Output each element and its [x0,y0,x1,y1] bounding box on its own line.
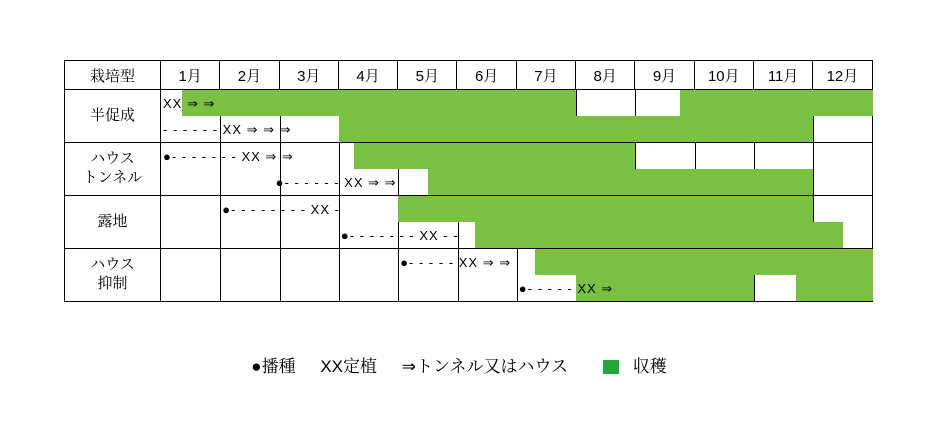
header-cell-month-5: 5月 [398,61,457,90]
month-gridline [280,249,281,301]
header-cell-month-9: 9月 [635,61,694,90]
row-label-roji: 露地 [65,196,161,249]
harvest-swatch-icon [603,360,619,374]
legend-tunnel: ⇒トンネル又はハウス [401,357,568,376]
schedule-symbols: ●- - - - - - - - XX - [222,202,340,217]
harvest-bar [354,143,636,169]
header-cell-month-10: 10月 [694,61,753,90]
row-label-line1: ハウス [90,256,135,274]
header-cell-month-4: 4月 [338,61,397,90]
harvest-bar [796,275,873,301]
schedule-symbols: ●- - - - - - - XX - - [340,228,459,243]
legend-harvest: 収穫 [632,357,667,376]
header-cell-month-1: 1月 [161,61,220,90]
row-strip-roji [161,196,873,249]
schedule-symbols: ●- - - - - - - XX ⇒ ⇒ [163,149,294,164]
row-label-line2: トンネル [82,169,143,186]
harvest-bar [398,196,813,222]
schedule-symbols: ●- - - - - XX ⇒ [518,281,614,296]
month-gridline [517,249,518,301]
schedule-table [64,60,873,302]
table-row [65,196,873,249]
table-row [65,90,873,143]
header-cell-month-2: 2月 [220,61,279,90]
schedule-symbols: ●- - - - - - XX ⇒ ⇒ [275,175,397,190]
table-header-row [65,61,873,90]
header-cell-month-3: 3月 [279,61,338,90]
header-cell-month-12: 12月 [813,61,872,90]
schedule-symbols: - - - - - - XX ⇒ ⇒ ⇒ [163,122,292,137]
harvest-bar [535,249,873,275]
legend [0,352,928,377]
month-gridline [220,196,221,248]
harvest-bar [182,90,576,116]
legend-plant: XX定植 [320,357,377,376]
schedule-symbols: XX ⇒ ⇒ [163,96,216,111]
row-strip-hansokusei [161,90,873,143]
header-cell-month-8: 8月 [576,61,635,90]
row-label-line1: ハウス [90,150,135,168]
month-gridline [398,249,399,301]
table-row [65,143,873,196]
row-strip-house-tunnel [161,143,873,196]
header-cell-month-7: 7月 [516,61,575,90]
schedule-symbols: ●- - - - - XX ⇒ ⇒ [400,255,512,270]
harvest-bar [680,90,873,116]
crop-calendar-table [64,60,872,302]
month-gridline [813,143,814,195]
header-cell-type: 栽培型 [65,61,161,90]
month-gridline [220,249,221,301]
table-row [65,249,873,302]
header-cell-month-6: 6月 [457,61,516,90]
row-strip-house-yokusei [161,249,873,302]
row-label-house-tunnel [65,143,161,196]
harvest-bar [475,222,843,248]
row-label-house-yokusei [65,249,161,302]
row-label-hansokusei: 半促成 [65,90,161,143]
month-gridline [339,249,340,301]
legend-sow: ●播種 [251,357,296,376]
header-cell-month-11: 11月 [753,61,812,90]
harvest-bar [339,116,813,142]
legend-harvest-group [593,357,677,376]
row-label-line2: 抑制 [97,275,128,292]
harvest-bar [428,169,813,195]
